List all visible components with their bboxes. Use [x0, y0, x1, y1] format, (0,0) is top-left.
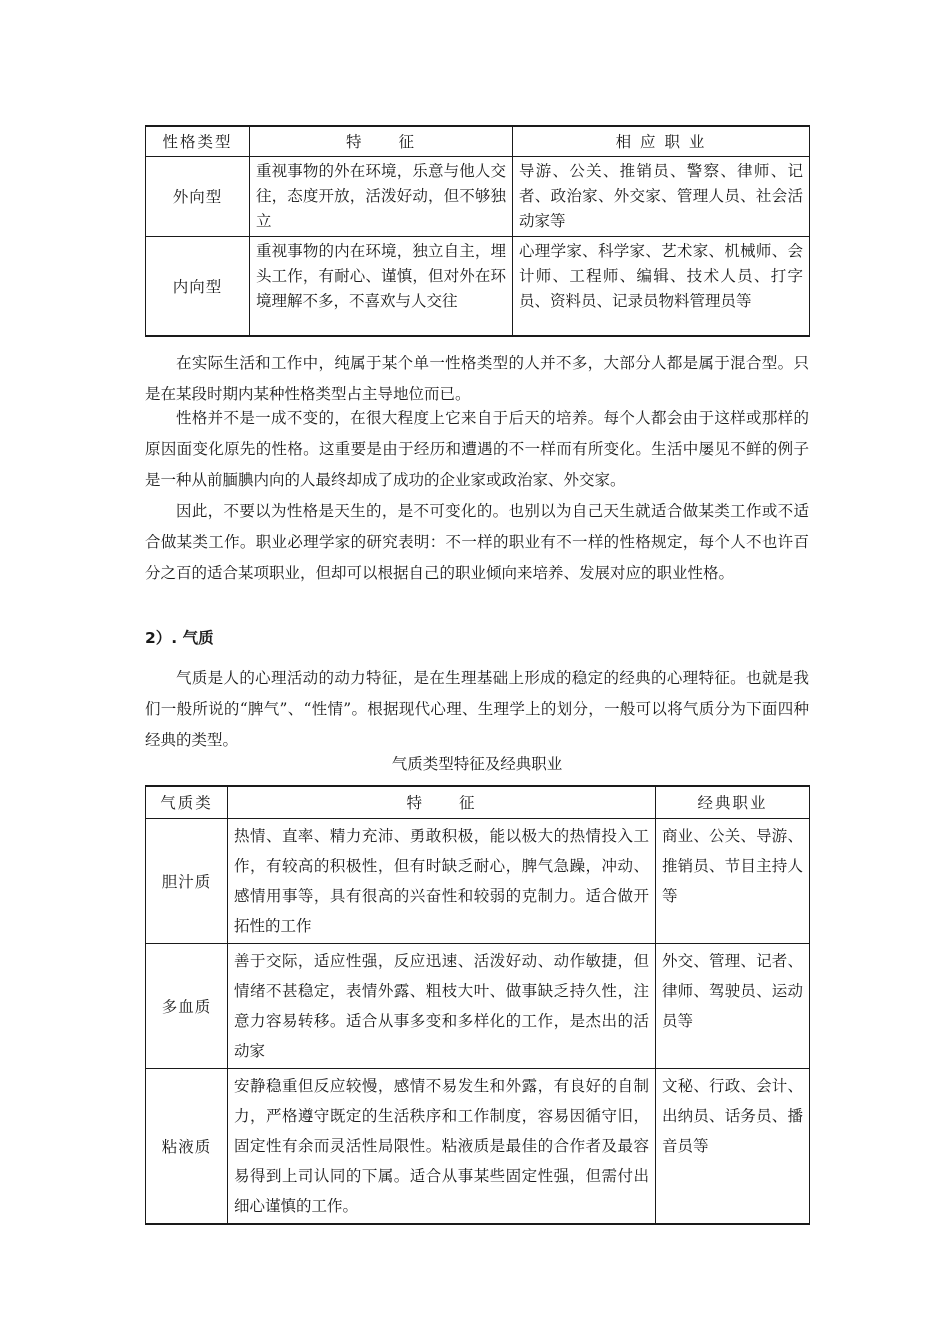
trait-cell: 善于交际，适应性强，反应迅速、活泼好动、动作敏捷，但情绪不甚稳定，表情外露、粗枝大叶、做事缺乏持久性，注意力容易转移。适合从事多变和多样化的工作，是杰出的活动家: [228, 943, 656, 1068]
jobs-cell: 导游、公关、推销员、警察、律师、记者、政治家、外交家、管理人员、社会活动家等: [513, 156, 810, 236]
table-header-row: [146, 126, 810, 156]
table-row: [146, 1068, 810, 1224]
table-row: [146, 943, 810, 1068]
type-cell: 外向型: [146, 156, 250, 236]
trait-cell: 重视事物的外在环境，乐意与他人交往，态度开放，活泼好动，但不够独立: [250, 156, 513, 236]
trait-cell: 重视事物的内在环境，独立自主，埋头工作，有耐心、谨慎，但对外在环境理解不多，不喜欢与人交往: [250, 236, 513, 336]
type-cell: 内向型: [146, 236, 250, 336]
type-cell: 粘液质: [146, 1068, 228, 1224]
trait-cell: 热情、直率、精力充沛、勇敢积极，能以极大的热情投入工作，有较高的积极性，但有时缺乏耐心，脾气急躁，冲动、感情用事等，具有很高的兴奋性和较弱的克制力。适合做开拓性的工作: [228, 818, 656, 943]
body-paragraph: 因此，不要以为性格是天生的，是不可变化的。也别以为自己天生就适合做某类工作或不适合做某类工作。职业必理学家的研究表明：不一样的职业有不一样的性格规定，每个人不也许百分之百的适合某项职业，但却可以根据自己的职业倾向来培养、发展对应的职业性格。: [145, 502, 809, 582]
table-caption: 气质类型特征及经典职业: [391, 755, 563, 773]
header-cell-type: 性格类型: [146, 126, 250, 156]
table-header-row: [146, 786, 810, 818]
type-cell: 胆汁质: [146, 818, 228, 943]
personality-type-table: [145, 125, 810, 337]
trait-cell: 安静稳重但反应较慢，感情不易发生和外露，有良好的自制力，严格遵守既定的生活秩序和工作制度，容易因循守旧，固定性有余而灵活性局限性。粘液质是最佳的合作者及最容易得到上司认同的下属。适合从事某些固定性强，但需付出细心谨慎的工作。: [228, 1068, 656, 1224]
section-heading: 2）. 气质: [145, 629, 214, 647]
header-cell-trait: 特 征: [250, 126, 513, 156]
type-cell: 多血质: [146, 943, 228, 1068]
table-row: [146, 236, 810, 336]
table-row: [146, 156, 810, 236]
header-cell-jobs: 经典职业: [656, 786, 810, 818]
jobs-cell: 外交、管理、记者、律师、驾驶员、运动员等: [656, 943, 810, 1068]
jobs-cell: 商业、公关、导游、推销员、节目主持人等: [656, 818, 810, 943]
table-row: [146, 818, 810, 943]
header-cell-jobs: 相 应 职 业: [513, 126, 810, 156]
body-paragraph: 在实际生活和工作中，纯属于某个单一性格类型的人并不多，大部分人都是属于混合型。只是在某段时期内某种性格类型占主导地位而已。: [145, 354, 809, 403]
header-cell-type: 气质类: [146, 786, 228, 818]
jobs-cell: 文秘、行政、会计、出纳员、话务员、播音员等: [656, 1068, 810, 1224]
header-cell-trait: 特 征: [228, 786, 656, 818]
temperament-type-table: [145, 785, 810, 1225]
body-paragraph: 性格并不是一成不变的，在很大程度上它来自于后天的培养。每个人都会由于这样或那样的原因面变化原先的性格。这重要是由于经历和遭遇的不一样而有所变化。生活中屡见不鲜的例子是一种从前腼腆内向的人最终却成了成功的企业家或政治家、外交家。: [145, 409, 809, 489]
jobs-cell: 心理学家、科学家、艺术家、机械师、会计师、工程师、编辑、技术人员、打字员、资料员、记录员物料管理员等: [513, 236, 810, 336]
body-paragraph: 气质是人的心理活动的动力特征，是在生理基础上形成的稳定的经典的心理特征。也就是我们一般所说的“脾气”、“性情”。根据现代心理、生理学上的划分，一般可以将气质分为下面四种经典的类型。: [145, 669, 809, 749]
